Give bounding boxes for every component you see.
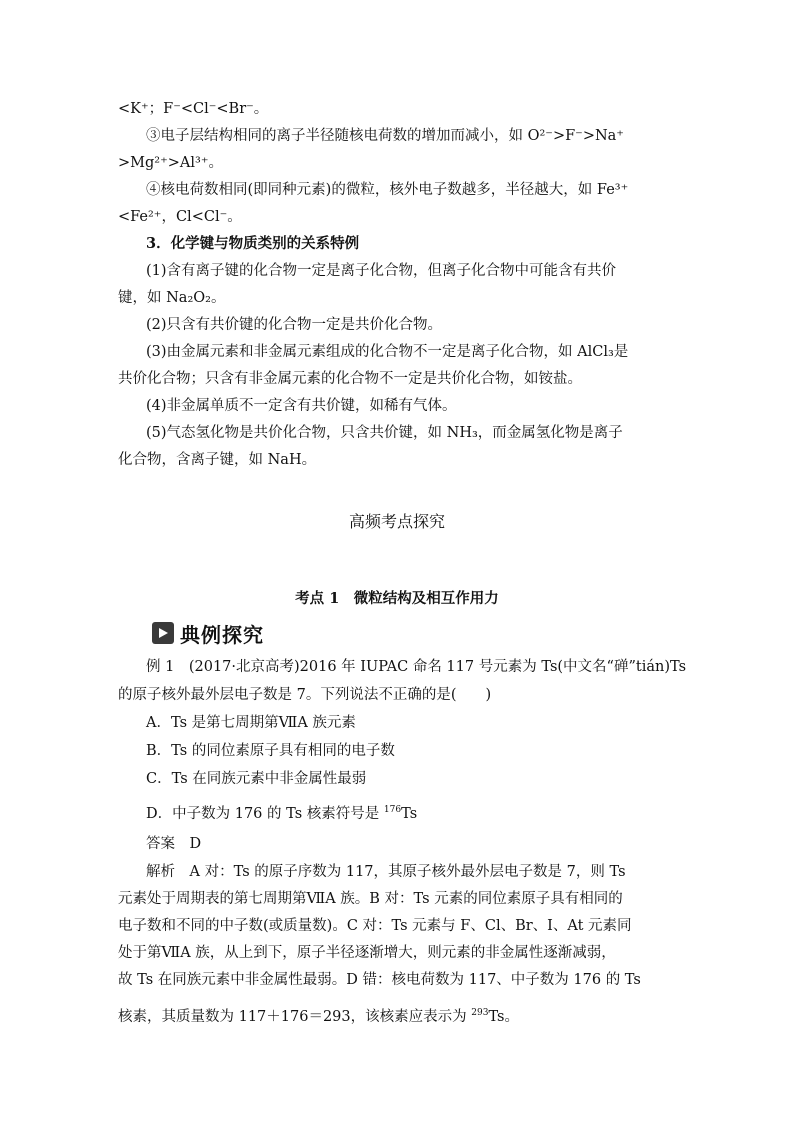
analysis-line-3: 电子数和不同的中子数(或质量数)。C 对：Ts 元素与 F、Cl、Br、I、At 元素同	[118, 918, 632, 934]
section-title: 高频考点探究	[348, 512, 445, 531]
rule-item-3-line-2: >Mg²⁺>Al³⁺。	[118, 155, 223, 171]
option-c: C．Ts 在同族元素中非金属性最弱	[146, 771, 367, 787]
analysis-mass-number: 293	[471, 1008, 489, 1018]
special-case-5-line-2: 化合物，含离子键，如 NaH。	[118, 452, 317, 468]
example-question-line-1: 例 1 (2017·北京高考)2016 年 IUPAC 命名 117 号元素为 Ts(中文名“䃅”tián)Ts	[146, 659, 687, 675]
special-case-3-line-1: (3)由金属元素和非金属元素组成的化合物不一定是离子化合物，如 AlCl₃是	[146, 344, 629, 360]
rule-item-4-line-1: ④核电荷数相同(即同种元素)的微粒，核外电子数越多，半径越大，如 Fe³⁺	[146, 182, 629, 198]
analysis-line-6	[118, 1003, 678, 1027]
option-b: B．Ts 的同位素原子具有相同的电子数	[146, 743, 395, 759]
special-case-2: (2)只含有共价键的化合物一定是共价化合物。	[146, 317, 443, 333]
special-case-4: (4)非金属单质不一定含有共价键，如稀有气体。	[146, 398, 457, 414]
option-d-text: D．中子数为 176 的 Ts 核素符号是	[146, 806, 384, 822]
analysis-line-6-text: 核素，其质量数为 117＋176＝293，该核素应表示为	[118, 1009, 472, 1025]
rule-line-1: <K⁺；F⁻<Cl⁻<Br⁻。	[118, 101, 269, 117]
special-case-1-line-1: (1)含有离子键的化合物一定是离子化合物，但离子化合物中可能含有共价	[146, 263, 617, 279]
topic-title: 考点 1 微粒结构及相互作用力	[295, 590, 499, 607]
special-case-3-line-2: 共价化合物；只含有非金属元素的化合物不一定是共价化合物，如铵盐。	[118, 371, 582, 387]
rule-item-3-line-1: ③电子层结构相同的离子半径随核电荷数的增加而减小，如 O²⁻>F⁻>Na⁺	[146, 128, 624, 144]
option-d-symbol: Ts	[401, 806, 418, 822]
play-icon	[152, 622, 174, 644]
section-3-heading: 3．化学键与物质类别的关系特例	[146, 235, 360, 252]
example-question-line-2: 的原子核外最外层电子数是 7。下列说法不正确的是( )	[118, 687, 492, 703]
option-d-mass-number: 176	[383, 805, 402, 815]
special-case-1-line-2: 键，如 Na₂O₂。	[118, 290, 226, 306]
example-banner	[152, 620, 264, 646]
analysis-line-5: 故 Ts 在同族元素中非金属性最弱。D 错：核电荷数为 117、中子数为 176 的 Ts	[118, 972, 641, 988]
analysis-line-2: 元素处于周期表的第七周期第ⅦA 族。B 对：Ts 元素的同位素原子具有相同的	[118, 891, 623, 907]
analysis-line-6-end: Ts。	[488, 1009, 519, 1025]
option-a: A．Ts 是第七周期第ⅦA 族元素	[146, 715, 356, 731]
special-case-5-line-1: (5)气态氢化物是共价化合物，只含共价键，如 NH₃，而金属氢化物是离子	[146, 425, 623, 441]
analysis-line-1: 解析 A 对：Ts 的原子序数为 117，其原子核外最外层电子数是 7，则 Ts	[146, 864, 626, 880]
answer: 答案 D	[146, 836, 202, 852]
option-d	[146, 800, 706, 824]
analysis-line-4: 处于第ⅦA 族，从上到下，原子半径逐渐增大，则元素的非金属性逐渐减弱，	[118, 945, 616, 961]
rule-item-4-line-2: <Fe²⁺，Cl<Cl⁻。	[118, 209, 242, 225]
example-banner-label: 典例探究	[180, 622, 264, 647]
